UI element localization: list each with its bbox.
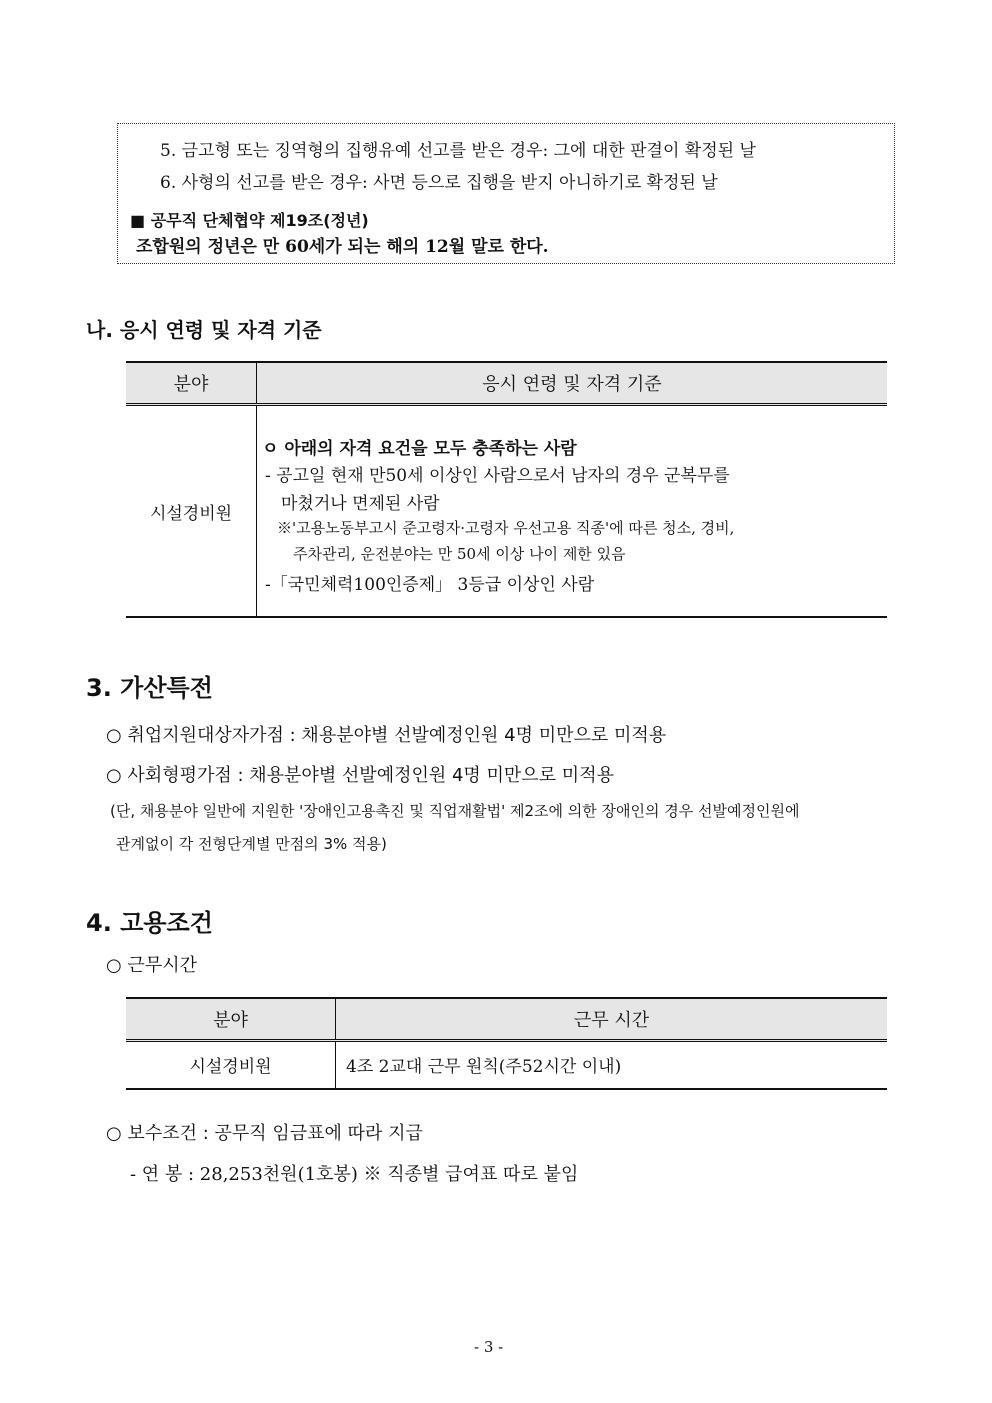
criteria-note: ※'고용노동부고시 준고령자·고령자 우선고용 직종'에 따른 청소, 경비, [277,519,735,537]
bonus-note-line1: (단, 채용분야 일반에 지원한 '장애인고용촉진 및 직업재활법' 제2조에 의한 장애인의 경우 선발예정인원에 [110,802,800,820]
table-header-hours: 근무 시간 [336,998,888,1041]
section-na-title: 나. 응시 연령 및 자격 기준 [86,318,322,342]
criteria-line: 마쳤거나 면제된 사람 [281,494,440,514]
bonus-item-social: ○ 사회형평가점 : 채용분야별 선발예정인원 4명 미만으로 미적용 [106,765,614,786]
table-cell-hours: 4조 2교대 근무 원칙(주52시간 이내) [336,1041,888,1089]
pay-detail: - 연 봉 : 28,253천원(1호봉) ※ 직종별 급여표 따로 붙임 [130,1164,579,1185]
article-title: ■ 공무직 단체협약 제19조(정년) [130,211,369,230]
note-line-6: 6. 사형의 선고를 받은 경우: 사면 등으로 집행을 받지 아니하기로 확정된 날 [160,173,718,193]
table-header-field: 분야 [126,998,336,1041]
section-4-title: 4. 고용조건 [86,909,213,937]
qualification-table [126,361,887,618]
criteria-line: ㅇ 아래의 자격 요건을 모두 충족하는 사람 [262,439,577,459]
table-cell-field: 시설경비원 [126,1041,336,1089]
bonus-item-employment: ○ 취업지원대상자가점 : 채용분야별 선발예정인원 4명 미만으로 미적용 [106,725,667,746]
pay-label: ○ 보수조건 : 공무직 임금표에 따라 지급 [106,1123,423,1144]
note-line-5: 5. 금고형 또는 징역형의 집행유예 선고를 받은 경우: 그에 대한 판결이 확정된 날 [160,141,756,161]
criteria-line: -「국민체력100인증제」 3등급 이상인 사람 [265,575,595,595]
table-header-field: 분야 [126,362,257,405]
bonus-note-line2: 관계없이 각 전형단계별 만점의 3% 적용) [116,835,387,853]
note-box [117,123,895,264]
hours-table [126,997,887,1090]
criteria-line: - 공고일 현재 만50세 이상인 사람으로서 남자의 경우 군복무를 [265,466,730,486]
table-cell-criteria [257,405,888,618]
section-3-title: 3. 가산특전 [86,674,213,702]
hours-label: ○ 근무시간 [106,955,197,976]
table-header-criteria: 응시 연령 및 자격 기준 [257,362,888,405]
criteria-note: 주차관리, 운전분야는 만 50세 이상 나이 제한 있음 [293,545,626,563]
article-text: 조합원의 정년은 만 60세가 되는 해의 12월 말로 한다. [136,237,549,257]
table-cell-field: 시설경비원 [126,405,257,618]
page-number: - 3 - [474,1338,504,1356]
